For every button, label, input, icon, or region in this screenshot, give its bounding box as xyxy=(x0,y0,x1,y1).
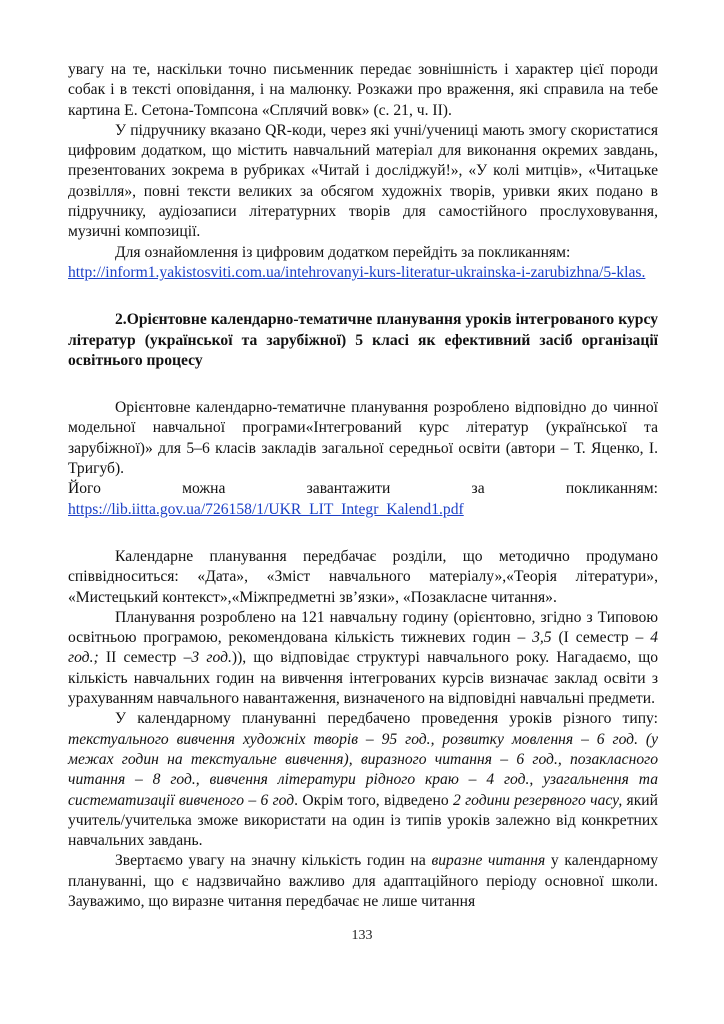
hours-text-4: )), що відповідає структурі навчального року. Нагадаємо, що кількість навчальних годин на вивчення інтегрованих курсів визначає заклад освіти з урахуванням навчального навантаження, визначеного на відповідні навчальні предмети. xyxy=(68,649,658,708)
types-text-1: У календарному плануванні передбачено проведення уроків різного типу: xyxy=(115,710,658,728)
paragraph-calendar-plan: Орієнтовне календарно-тематичне планування розроблено відповідно до чинної модельної навчальної програми«Інтегрований курс літератур (української та зарубіжної)» для 5–6 класів закладів загальної середньої освіти (автори – Т. Яценко, І. Тригуб). xyxy=(68,399,658,478)
hours-text-2: (І семестр – xyxy=(551,629,651,647)
paragraph-sections: Календарне планування передбачає розділи, що методично продумано співвідноситься: «Дата», «Зміст навчального матеріалу»,«Теорія літератури», «Мистецький контекст»,«Міжпредметні зв’язки», «Позакласне читання». xyxy=(68,547,658,606)
hours-text-1: Планування розроблено на 121 навчальну годину (орієнтовно, згідно з Типовою освітньою програмою, рекомендована кількість тижневих годин – xyxy=(68,608,658,647)
types-reserve: 2 години резервного часу, xyxy=(452,791,623,809)
hours-semester-2: 3 год. xyxy=(191,649,232,667)
paragraph-qr-codes: У підручнику вказано QR-коди, через які учні/учениці мають змогу скористатися цифровим додатком, що містить навчальний матеріал для виконання окремих завдань, презентованих зокрема в рубриках «Читай і досліджуй!», «У колі митців», «Читацьке дозвілля», повні тексти великих за обсягом художніх творів, уривки яких подано в підручнику, аудіозаписи літературних творів для самостійного прослуховування, музичні композиції. xyxy=(68,121,658,241)
digital-supplement-link[interactable]: http://inform1.yakistosviti.com.ua/intehrovanyi-kurs-literatur-ukrainska-i-zarubizhna/5-klas. xyxy=(68,263,646,281)
paragraph-digital-supplement: Для ознайомлення із цифровим додатком перейдіть за покликанням: xyxy=(115,243,571,261)
hours-weekly: 3,5 xyxy=(532,629,552,647)
reading-text-1: Звертаємо увагу на значну кількість годин на xyxy=(115,852,432,870)
hours-text-3: ІІ семестр – xyxy=(98,649,192,667)
document-page xyxy=(68,60,658,912)
hours-semester-1: 4 год.; xyxy=(68,629,658,667)
paragraph-expressive-reading xyxy=(68,851,658,912)
paragraph-link-2 xyxy=(68,500,658,520)
types-list: текстуального вивчення художніх творів – 95 год., розвитку мовлення – 6 год. (у межах годин на текстуальне вивчення), виразного читання – 6 год., позакласного читання – 8 год., вивчення літератури рідного краю – 4 год., узагальнення та систематизації вивченого – 6 год xyxy=(68,730,658,809)
paragraph-intro: увагу на те, наскільки точно письменник передає зовнішність і характер цієї породи собак і в тексті оповідання, і на малюнку. Розкажи про враження, які справила на тебе картина Е. Сетона-Томпсона «Сплячий вовк» (с. 21, ч. ІІ). xyxy=(68,61,658,119)
reading-text-2: у календарному плануванні, що є надзвичайно важливо для адаптаційного періоду основної школи. Зауважимо, що виразне читання передбачає не лише читання xyxy=(68,852,659,910)
types-text-3: який учитель/учителька зможе використати на один із типів уроків залежно від конкретних навчальних завдань. xyxy=(68,791,658,850)
paragraph-download: Його можна завантажити за покликанням: xyxy=(68,480,658,498)
calendar-plan-link[interactable]: https://lib.iitta.gov.ua/726158/1/UKR_LIT_Integr_Kalend1.pdf xyxy=(68,500,464,518)
paragraph-hours xyxy=(68,608,658,709)
page-number: 133 xyxy=(351,928,373,943)
section-heading: 2.Орієнтовне календарно-тематичне планування уроків інтегрованого курсу літератур (української та зарубіжної) 5 класі як ефективний засіб організації освітнього процесу xyxy=(68,311,658,369)
paragraph-link-1 xyxy=(68,263,658,283)
paragraph-lesson-types xyxy=(68,709,658,851)
types-text-2: . Окрім того, відведено xyxy=(294,791,453,809)
reading-emphasis: виразне читання xyxy=(431,852,546,870)
